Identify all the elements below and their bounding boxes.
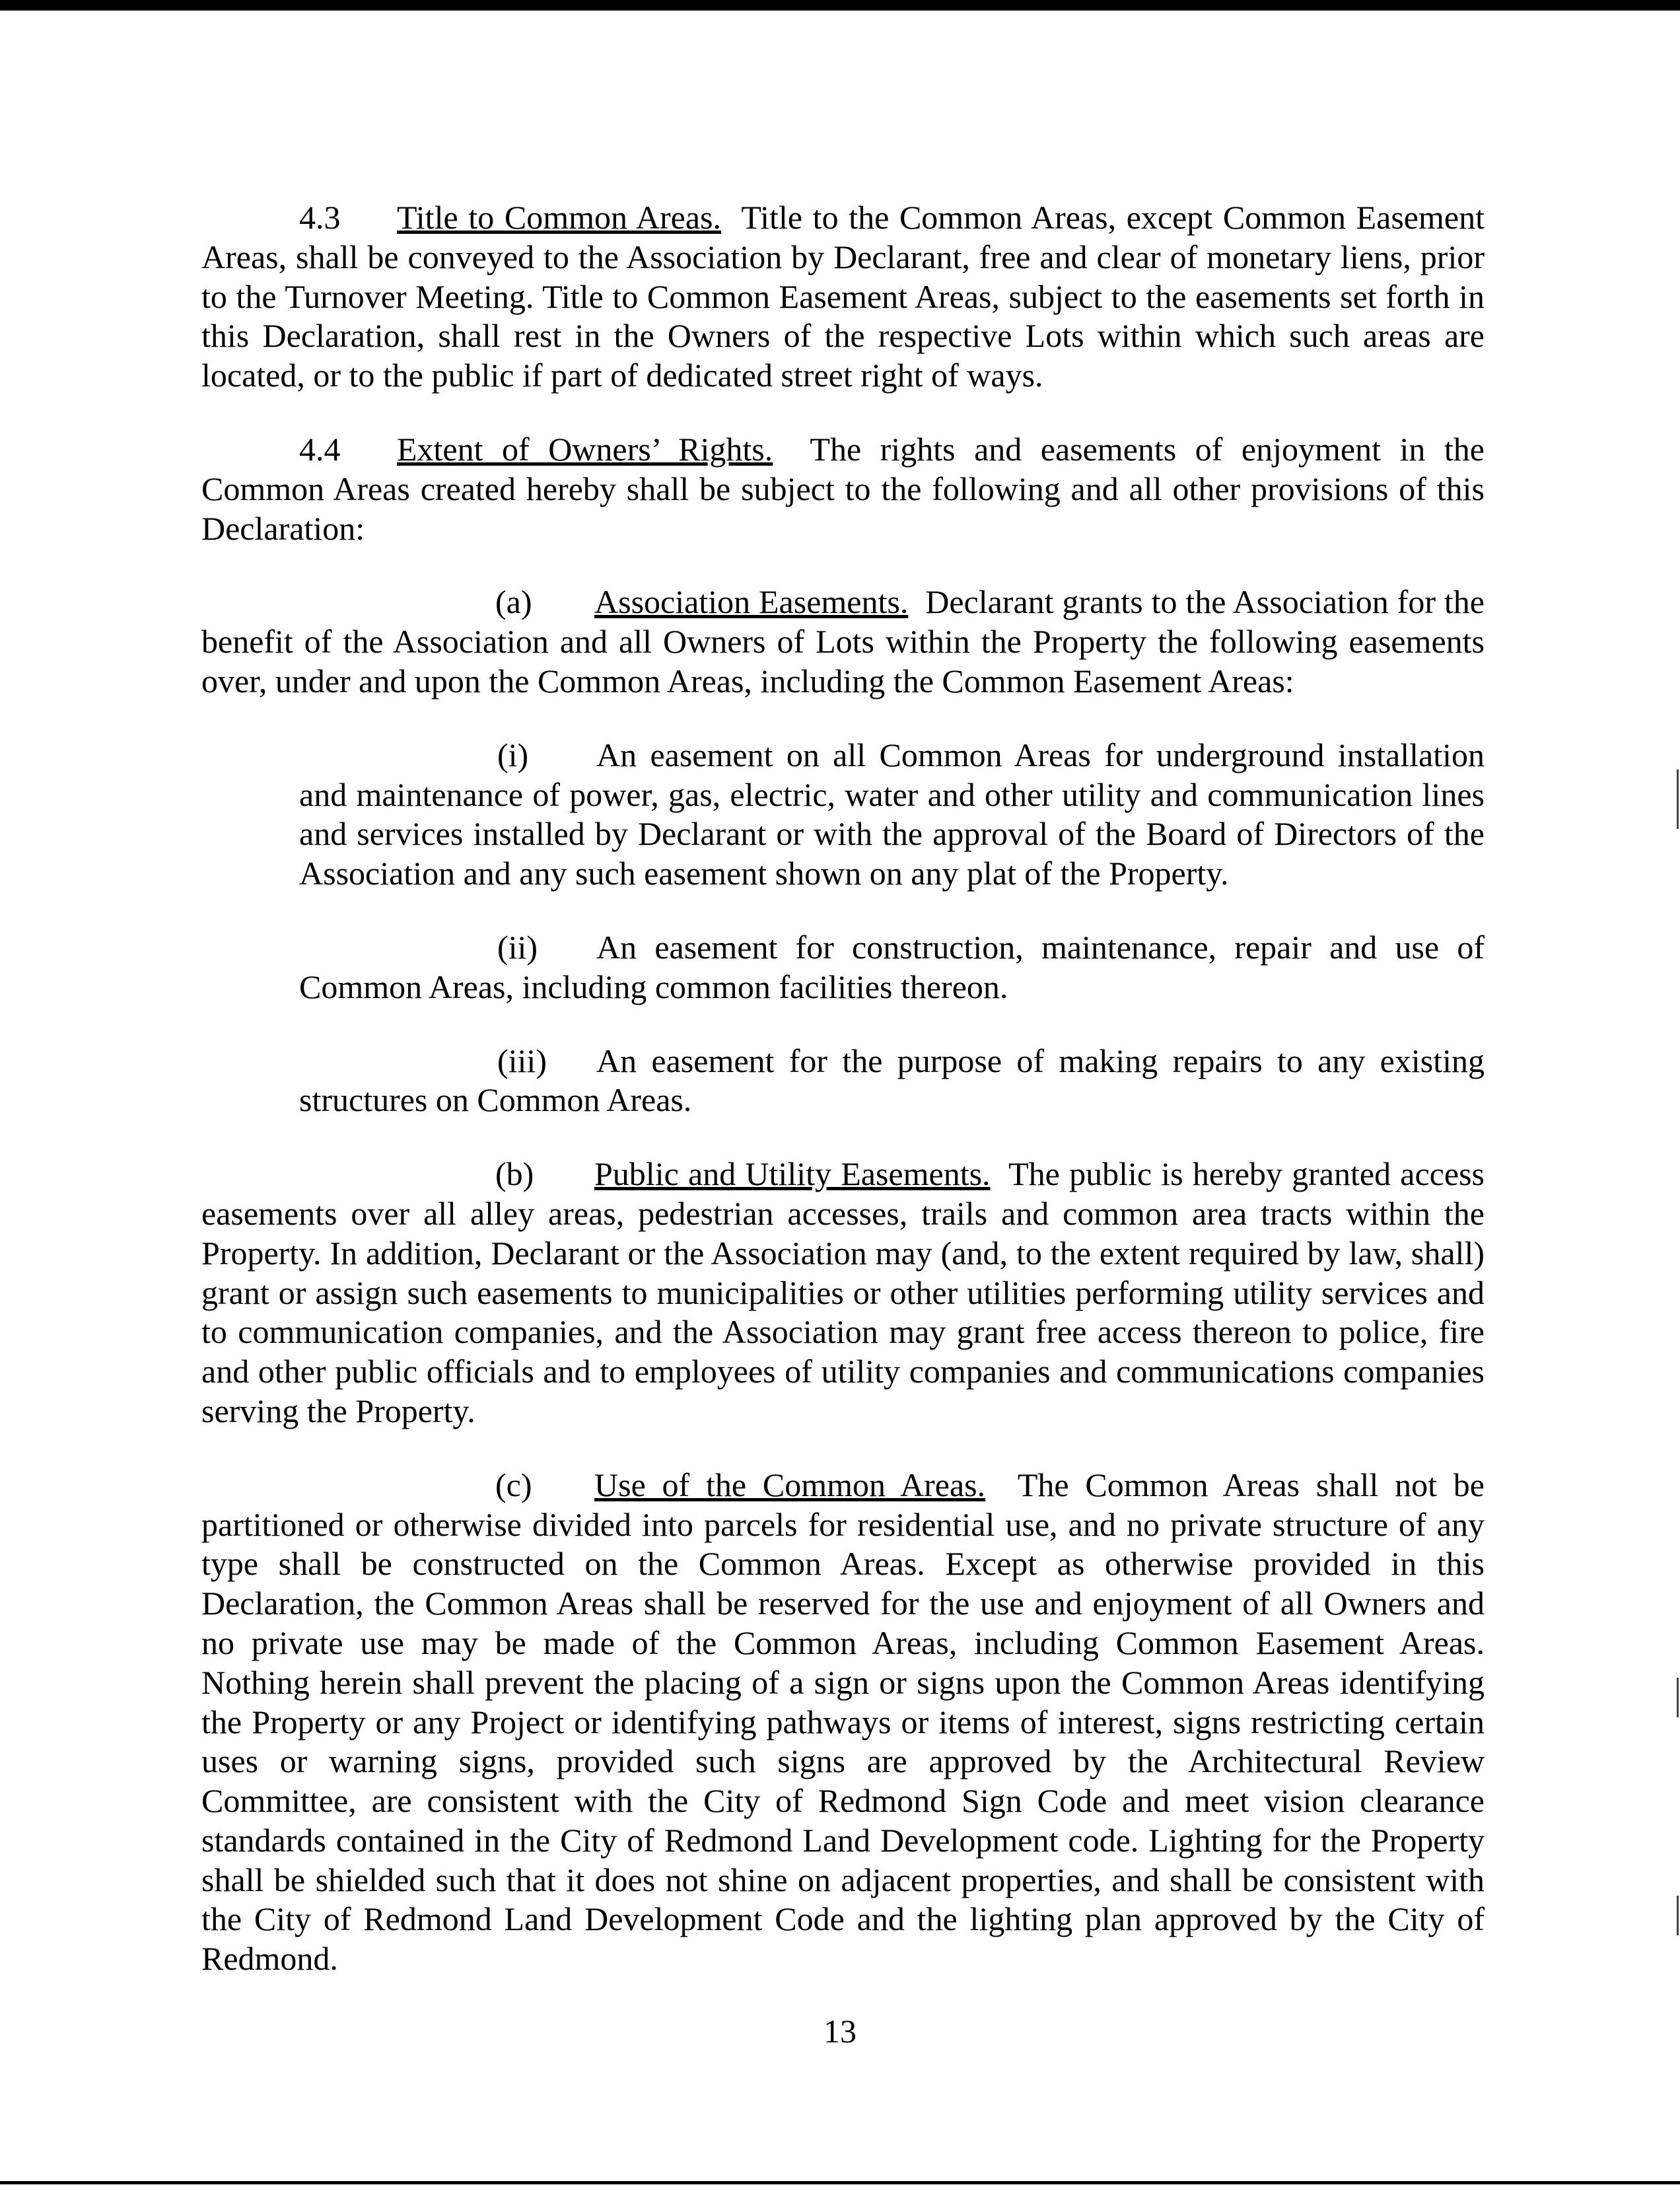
section-number: 4.3	[299, 199, 341, 236]
section-4-4	[201, 430, 1485, 548]
subsection-heading: Association Easements.	[594, 583, 909, 621]
page-number: 13	[823, 2013, 857, 2050]
subsection-c	[201, 1466, 1485, 1979]
subsection-a-item-ii	[201, 928, 1485, 1007]
item-label: (iii)	[497, 1042, 547, 1079]
subsection-a-item-iii	[201, 1042, 1485, 1121]
subsection-b	[201, 1155, 1485, 1431]
section-heading: Extent of Owners’ Rights.	[397, 430, 773, 468]
subsection-label: (b)	[495, 1155, 534, 1193]
item-text: An easement on all Common Areas for underground installation and maintenance of power, gas, electric, water and other utility and communication lines and services installed by Declarant or with the approval of the Board of Directors of the Association and any such easement shown on any plat of the Property.	[299, 736, 1485, 892]
subsection-label: (c)	[495, 1466, 532, 1503]
scan-edge-mark	[1677, 1678, 1679, 1717]
subsection-label: (a)	[495, 583, 532, 621]
subsection-heading: Use of the Common Areas.	[594, 1466, 986, 1503]
document-page	[201, 198, 1485, 2013]
section-heading: Title to Common Areas.	[397, 199, 721, 236]
scan-top-border	[0, 0, 1680, 11]
item-text: An easement for the purpose of making repairs to any existing structures on Common Areas.	[299, 1042, 1485, 1119]
section-number: 4.4	[299, 430, 341, 468]
subsection-text: The public is hereby granted access easements over all alley areas, pedestrian accesses, trails and common area tracts within the Property. In addition, Declarant or the Association may (and, to the extent required by law, shall) grant or assign such easements to municipalities or other utilities performing utility services and to communication companies, and the Association may grant free access thereon to police, fire and other public officials and to employees of utility companies and communications companies serving the Property.	[201, 1155, 1485, 1429]
item-label: (i)	[497, 736, 529, 773]
section-4-3	[201, 198, 1485, 396]
item-text: An easement for construction, maintenance, repair and use of Common Areas, including common facilities thereon.	[299, 928, 1485, 1005]
section-text: Title to the Common Areas, except Common Easement Areas, shall be conveyed to the Association by Declarant, free and clear of monetary liens, prior to the Turnover Meeting. Title to Common Easement Areas, subject to the easements set forth in this Declaration, shall rest in the Owners of the respective Lots within which such areas are located, or to the public if part of dedicated street right of ways.	[201, 199, 1485, 394]
scan-edge-mark	[1677, 1896, 1679, 1935]
subsection-text: The Common Areas shall not be partitioned or otherwise divided into parcels for residential use, and no private structure of any type shall be constructed on the Common Areas. Except as otherwise provided in this Declaration, the Common Areas shall be reserved for the use and enjoyment of all Owners and no private use may be made of the Common Areas, including Common Easement Areas. Nothing herein shall prevent the placing of a sign or signs upon the Common Areas identifying the Property or any Project or identifying pathways or items of interest, signs restricting certain uses or warning signs, provided such signs are approved by the Architectural Review Committee, are consistent with the City of Redmond Sign Code and meet vision clearance standards contained in the City of Redmond Land Development code. Lighting for the Property shall be shielded such that it does not shine on adjacent properties, and shall be consistent with the City of Redmond Land Development Code and the lighting plan approved by the City of Redmond.	[201, 1466, 1485, 1978]
scan-edge-mark	[1677, 770, 1679, 829]
scan-bottom-border	[0, 2181, 1680, 2184]
section-text: The rights and easements of enjoyment in the Common Areas created hereby shall be subject to the following and all other provisions of this Declaration:	[201, 430, 1485, 547]
subsection-a	[201, 583, 1485, 701]
subsection-a-item-i	[201, 736, 1485, 894]
subsection-text: Declarant grants to the Association for the benefit of the Association and all Owners of Lots within the Property the following easements over, under and upon the Common Areas, including the Common Easement Areas:	[201, 583, 1485, 699]
item-label: (ii)	[497, 928, 538, 966]
subsection-heading: Public and Utility Easements.	[594, 1155, 991, 1193]
